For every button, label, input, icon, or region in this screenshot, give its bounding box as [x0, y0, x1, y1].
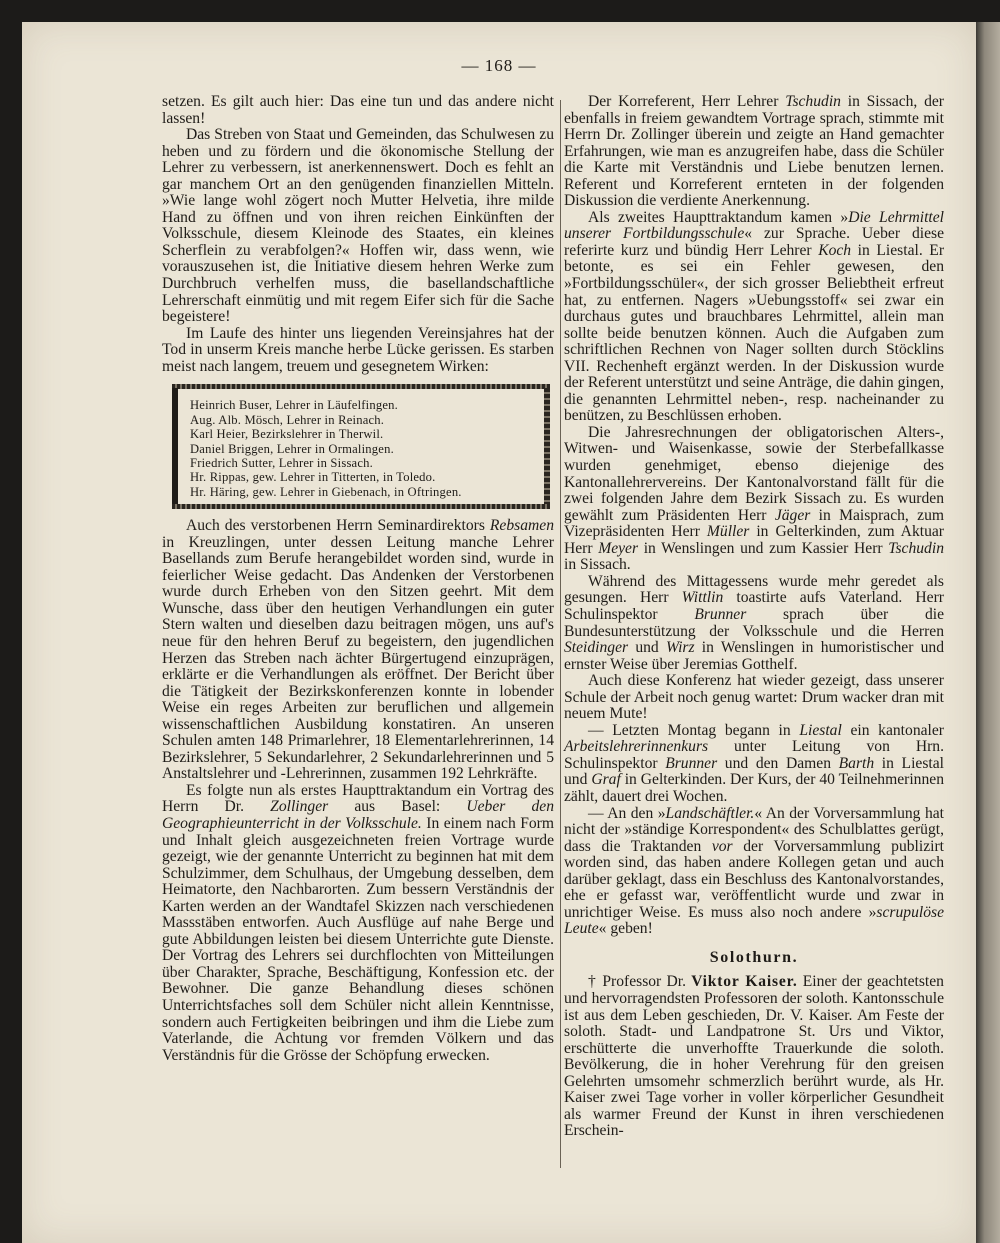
text-run: « An der Vorversammlung hat nicht der »ständige Korrespondent« des Schulblattes gerügt, dass die Traktanden	[564, 804, 944, 855]
newspaper-name: Landschäftler.	[665, 804, 755, 822]
right-paragraph-8	[564, 974, 944, 1139]
right-paragraph-6	[564, 723, 944, 806]
obituary-border-bottom	[172, 504, 550, 509]
section-heading-solothurn: Solothurn.	[709, 948, 799, 966]
text-run: in Liestal und	[564, 754, 944, 789]
text-run: In einem nach Form und Inhalt gleich ausgezeichneten freien Vortrage wurde gezeigt, wie der genannte Unterricht zu beginnen hat mit dem Schulzimmer, dem Schulhaus, der Umgebung desselben, dem Heimatorte, den Nachbarorten. Zum bessern Verständnis der Karten werden an der Wandtafel Skizzen nach verschiedenen Massstäben entworfen. Auch Ausflüge auf nahe Berge und gute Abbildungen leisten bei diesem Unterrichte gute Dienste. Der Vortrag des Lehrers sei durchflochten von Mitteilungen über Charakter, Sprache, Beschäftigung, Konfession etc. der Bewohner. Die ganze Behandlung dieses schönen Unterrichtsfaches soll dem Schüler nicht allein Kenntnisse, sondern auch Fertigkeiten beibringen und ihm die Liebe zum Vaterlande, die Achtung vor fremden Völkern und das Verständnis für die Grösse der Schöpfung erwecken.	[162, 814, 554, 1064]
text-run: Die Jahresrechnungen der obligatorischen Alters-, Witwen- und Waisenkasse, sowie der Sterbefallkasse wurden genehmiget, ebenso diejenige des Kantonallehrervereins. Der Kantonalvorstand fällt für die zwei folgenden Jahre dem Bezirk Sissach zu. Es wurden gewählt zum Präsidenten Herr	[564, 423, 944, 524]
next-page-edge	[976, 22, 1000, 1243]
text-run: in Gelterkinden, zum Aktuar Herr	[564, 523, 944, 557]
text-run: in Wenslingen in humoristischer und ernster Weise über Jeremias Gotthelf.	[564, 639, 945, 673]
left-paragraph-3: Im Laufe des hinter uns liegenden Vereinsjahres hat der Tod in unserm Kreis manche herbe Lücke gerissen. Es starben meist nach langem, treuem und gesegnetem Wirken:	[162, 324, 554, 375]
text-run: und den Damen	[717, 754, 839, 772]
obituary-entry: Hr. Rippas, gew. Lehrer in Titterten, in Toledo.	[190, 470, 436, 485]
text-run: in Wenslingen und zum Kassier Herr	[638, 539, 889, 557]
right-column	[564, 94, 944, 1140]
obituary-box	[162, 384, 554, 509]
right-paragraph-2	[564, 210, 944, 425]
obituary-entry: Daniel Briggen, Lehrer in Ormalingen.	[190, 441, 394, 456]
text-run: aus Basel:	[328, 798, 467, 816]
topic-title: Die Lehrmittel unserer Fortbildungsschule	[564, 208, 944, 243]
right-paragraph-3	[564, 425, 944, 574]
text-run: Es folgte nun als erstes Haupttraktandum ein Vortrag des Herrn Dr.	[162, 781, 554, 816]
text-run: der Vorversammlung publizirt worden sind, das haben andere Kollegen getan und auch darüber geklagt, dass ein Beschluss des Kantonalvorstandes, ehe er gefasst war, veröffentlicht wurde und zwar in unrichtiger Weise. Es muss also noch andere »	[564, 837, 944, 921]
text-run: in Maisprach, zum Vizepräsidenten Herr	[564, 506, 945, 541]
obituary-list	[190, 398, 534, 499]
lecture-title: Ueber den Geographieunterricht in der Volksschule.	[162, 798, 554, 832]
text-run: Während des Mittagessens wurde mehr geredet als gesungen. Herr	[564, 572, 944, 607]
left-paragraph-5	[162, 783, 554, 1064]
person-name: Tschudin	[888, 539, 944, 557]
place-name: Liestal	[799, 721, 842, 739]
person-name: Rebsamen	[489, 517, 554, 535]
obituary-entry: Friedrich Sutter, Lehrer in Sissach.	[190, 455, 373, 470]
text-run: Der Korreferent, Herr Lehrer	[588, 93, 786, 110]
person-name: Viktor Kaiser.	[691, 973, 798, 991]
text-run: in Sissach.	[564, 556, 631, 574]
text-run: ein kantonaler	[841, 721, 944, 739]
person-name: Müller	[706, 523, 750, 541]
obituary-entry: Hr. Häring, gew. Lehrer in Giebenach, in Oftringen.	[190, 484, 462, 499]
emphasis-word: vor	[711, 837, 733, 855]
person-name: Wittlin	[681, 589, 724, 607]
person-name: Koch	[818, 241, 852, 259]
person-name: Barth	[838, 754, 875, 772]
course-name: Arbeitslehrerinnenkurs	[564, 738, 709, 756]
obituary-entry: Aug. Alb. Mösch, Lehrer in Reinach.	[190, 412, 385, 427]
person-name: Meyer	[598, 539, 639, 557]
obituary-border-top	[172, 384, 550, 389]
text-run: in Liestal. Er betonte, es sei ein Fehler gewesen, den »Fortbildungsschüler«, der sich grosser Beliebtheit erfreut hat, zu entfernen. Nagers »Uebungsstoff« sei zwar ein durchaus gutes und brauchbares Lehrmittel, allein man sollte beide benutzen können. Auch die Aufgaben zum schriftlichen Rechnen von Nager sollten durch Stöcklins VII. Rechenheft ergänzt werden. In der Diskussion wurde der Referent unterstützt und seine Anträge, die dahin gingen, die genannten Lehrmittel neben-, resp. nacheinander zu benützen, zu Beschlüssen erhoben.	[564, 241, 945, 425]
text-run: Als zweites Haupttraktandum kamen »	[588, 208, 849, 226]
text-run: † Professor Dr.	[588, 973, 692, 991]
text-run: und	[628, 639, 666, 657]
column-divider	[560, 100, 561, 1168]
page-number: — 168 —	[461, 56, 537, 75]
text-run: in Sissach, der ebenfalls in freiem gewandtem Vortrage sprach, stimmte mit Herrn Dr. Zollinger überein und zeigte an Hand gemachter Erfahrungen, wie man es anzugreifen habe, dass die Schüler die Karte mit Verständnis und Liebe benutzen lernen. Referent und Korreferent ernteten in der folgenden Diskussion die verdiente Anerkennung.	[564, 93, 944, 210]
text-run: — Letzten Montag begann in	[588, 721, 800, 739]
person-name: Graf	[591, 771, 621, 789]
person-name: Steidinger	[564, 639, 629, 657]
text-run: toastirte aufs Vaterland. Herr Schulinspektor	[564, 589, 944, 623]
person-name: Zollinger	[270, 798, 329, 816]
right-paragraph-4	[564, 574, 944, 673]
text-run: unter Leitung von Hrn. Schulinspektor	[564, 738, 944, 772]
left-column	[162, 94, 554, 1064]
person-name: Brunner	[665, 754, 718, 772]
person-name: Jäger	[774, 506, 811, 524]
text-run: « zur Sprache. Ueber diese referirte kurz und bündig Herr Lehrer	[564, 225, 944, 259]
obituary-border-left	[172, 388, 178, 505]
person-name: Brunner	[694, 605, 747, 623]
text-run: Auch des verstorbenen Herrn Seminardirektors	[186, 517, 490, 535]
text-run: sprach über die Bundesunterstützung der Volksschule und die Herren	[564, 605, 944, 640]
text-run: in Gelterkinden. Der Kurs, der 40 Teilnehmerinnen zählt, dauert drei Wochen.	[564, 771, 944, 805]
right-paragraph-7	[564, 806, 944, 938]
person-name: Tschudin	[785, 93, 841, 110]
left-paragraph-4	[162, 518, 554, 783]
text-run: in Kreuzlingen, unter dessen Leitung manche Lehrer Basellands zum Berufe herangebildet worden sind, wurde in feierlicher Weise gedacht. Das Andenken der Verstorbenen wurde durch Erheben von den Sitzen geehrt. Mit dem Wunsche, dass über den heutigen Verhandlungen ein guter Stern walten und dieselben dazu beitragen mögen, uns auf's neue für den hehren Beruf zu begeistern, den jugendlichen Herzen das Streben nach ächter Bürgertugend einzuprägen, erklärte er die Verhandlungen als eröffnet. Der Bericht über die Tätigkeit der Bezirkskonferenzen konnte in lobender Weise ein reges Arbeiten zur beruflichen und allgemein wissenschaftlichen Ausbildung konstatiren. An unseren Schulen amten 148 Primarlehrer, 18 Elementarlehrerinnen, 14 Bezirkslehrer, 5 Sekundarlehrer, 2 Sekundarlehrerinnen und 5 Anstaltslehrer und -Lehrerinnen, zusammen 192 Lehrkräfte.	[162, 533, 554, 783]
text-run: — An den »	[588, 804, 666, 822]
right-paragraph-5: Auch diese Konferenz hat wieder gezeigt, dass unserer Schule der Arbeit noch genug wartet: Drum wacker dran mit neuem Mute!	[564, 672, 944, 723]
text-run: Einer der geachtetsten und hervorragendsten Professoren der soloth. Kantonsschule ist aus dem Leben geschieden, Dr. V. Kaiser. Am Feste der soloth. Stadt- und Landpatrone St. Urs und Viktor, erschütterte die unverhoffte Trauerkunde die soloth. Bevölkerung, die in hoher Verehrung für den greisen Gelehrten umsomehr schmerzlich berührt wurde, als Hr. Kaiser zwei Tage vorher in voller körperlicher Gesundheit als warmer Freund der Kunst in ihren verschiedenen Erschein-	[564, 973, 944, 1140]
obituary-border-right	[544, 388, 550, 505]
left-paragraph-1: setzen. Es gilt auch hier: Das eine tun und das andere nicht lassen!	[162, 93, 554, 127]
left-paragraph-2: Das Streben von Staat und Gemeinden, das Schulwesen zu heben und zu fördern und die ökonomische Stellung der Lehrer zu verbessern, ist anerkennenswert. Doch es fehlt an gar manchem Ort an den genügenden finanziellen Mitteln. »Wie lange wohl zögert noch Mutter Helvetia, ihre milde Hand zu öffnen und von ihren reichen Einkünften der Volksschule, diesem Kleinode des Staates, ein kleines Scherflein zu verabfolgen?« Hoffen wir, dass wenn, wie vorauszusehen ist, die Initiative diesem hehren Werke zum Durchbruch verhelfen muss, die basellandschaftliche Lehrerschaft einmütig und mit regem Eifer sich für die Sache begeistere!	[162, 126, 554, 326]
emphasis-phrase: scrupulöse Leute	[564, 903, 944, 938]
person-name: Wirz	[665, 639, 695, 657]
obituary-entry: Karl Heier, Bezirkslehrer in Therwil.	[190, 427, 384, 442]
newspaper-page	[22, 22, 976, 1243]
obituary-entry: Heinrich Buser, Lehrer in Läufelfingen.	[190, 398, 399, 413]
right-paragraph-1	[564, 94, 944, 210]
text-run: « geben!	[598, 920, 653, 938]
